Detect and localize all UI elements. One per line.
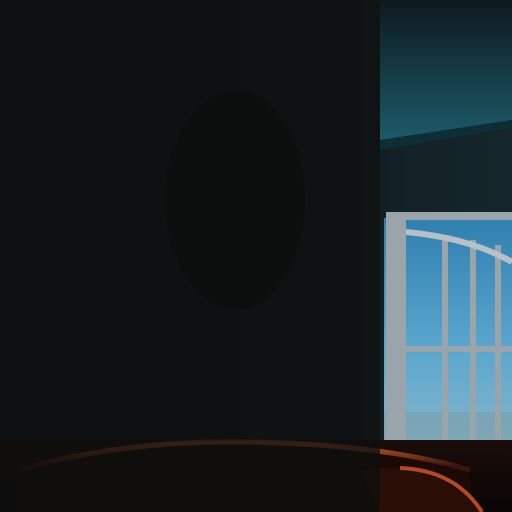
paragraph-line — [0, 80, 320, 90]
paragraph-line — [0, 419, 100, 429]
paragraph-line — [0, 342, 310, 352]
panel-title — [0, 49, 100, 61]
paragraph-line — [0, 288, 30, 298]
paragraph-line — [0, 172, 330, 182]
paragraph-line — [0, 102, 325, 112]
paragraph-line — [0, 266, 295, 276]
paragraph-line — [0, 222, 345, 232]
paragraph-line — [0, 124, 160, 134]
paragraph-line — [0, 320, 310, 330]
paragraph-line — [0, 194, 130, 204]
ceiling — [380, 0, 512, 140]
paragraph-line — [0, 375, 310, 385]
paragraph-line — [0, 397, 305, 407]
paragraph-line — [0, 244, 340, 254]
